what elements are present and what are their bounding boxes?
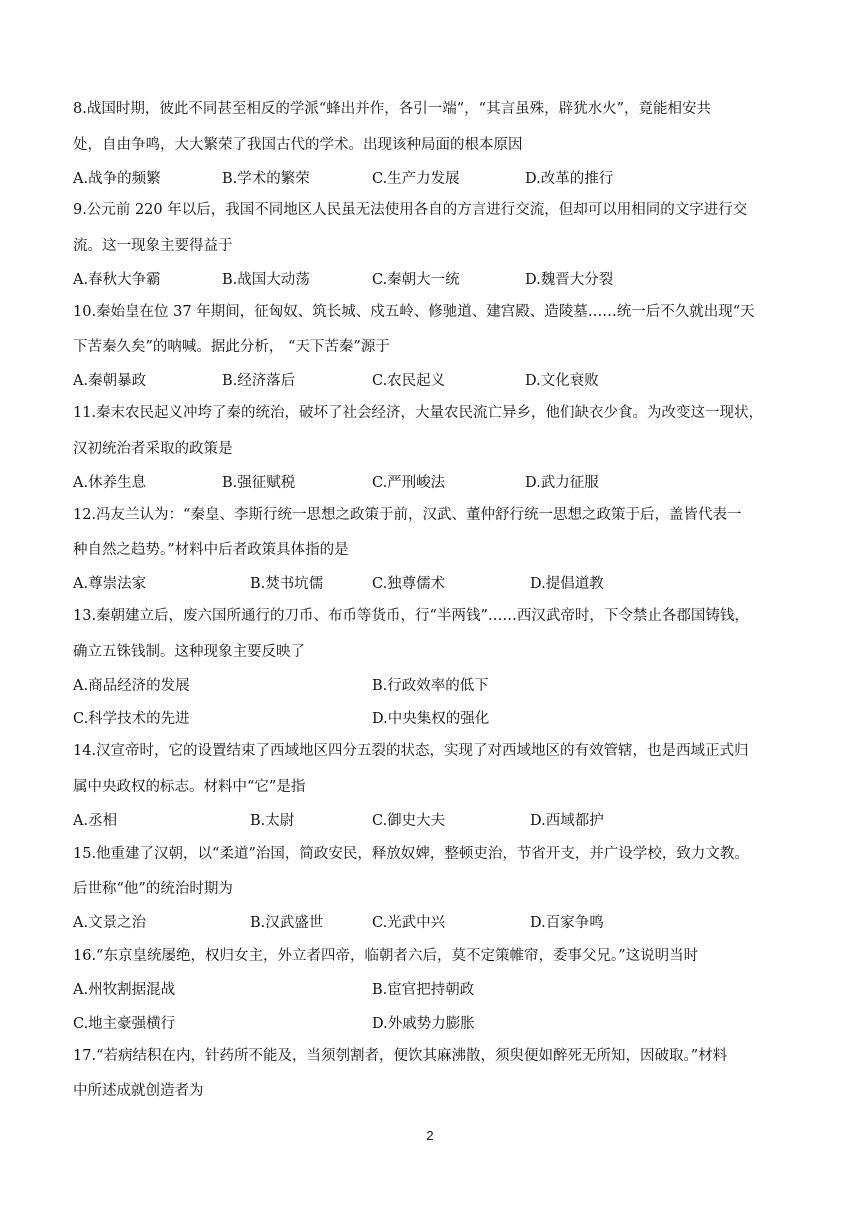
question-9-option-b: B.战国大动荡	[222, 272, 310, 288]
question-16-option-a: A.州牧割据混战	[73, 982, 176, 998]
question-13-line-2: 确立五铢钱制。这种现象主要反映了	[73, 644, 305, 660]
question-10-option-d: D.文化衰败	[525, 373, 599, 389]
question-13-option-a: A.商品经济的发展	[73, 678, 190, 694]
question-11-option-b: B.强征赋税	[222, 475, 296, 491]
question-15-option-c: C.光武中兴	[372, 915, 446, 931]
question-13-option-d: D.中央集权的强化	[372, 711, 490, 727]
question-14-option-b: B.太尉	[250, 813, 295, 829]
question-12-line-2: 种自然之趋势。”材料中后者政策具体指的是	[73, 542, 349, 558]
question-10-option-c: C.农民起义	[372, 373, 446, 389]
question-14-line-2: 属中央政权的标志。材料中“它”是指	[73, 779, 306, 795]
question-11-option-a: A.休养生息	[73, 475, 147, 491]
page-number: 2	[426, 1128, 434, 1143]
question-8-option-b: B.学术的繁荣	[222, 171, 310, 187]
question-11-option-c: C.严刑峻法	[372, 475, 446, 491]
question-15-option-b: B.汉武盛世	[250, 915, 324, 931]
question-13-line-1: 13.秦朝建立后，废六国所通行的刀币、布币等货币，行“半两钱”……西汉武帝时，下令禁止各郡国铸钱，	[73, 608, 749, 624]
question-15-line-2: 后世称“他”的统治时期为	[73, 881, 233, 897]
question-17-line-1: 17.“若病结积在内，针药所不能及，当须刳割者，便饮其麻沸散，须臾便如醉死无所知，因破取。”材料	[73, 1048, 728, 1064]
question-16-option-d: D.外戚势力膨胀	[372, 1016, 475, 1032]
question-9-option-a: A.春秋大争霸	[73, 272, 161, 288]
question-14-option-c: C.御史大夫	[372, 813, 446, 829]
question-9-option-d: D.魏晋大分裂	[525, 272, 614, 288]
question-8-option-a: A.战争的频繁	[73, 171, 161, 187]
question-10-line-1: 10.秦始皇在位 37 年期间，征匈奴、筑长城、戍五岭、修驰道、建宫殿、造陵墓……统一后不久就出现“天	[73, 304, 755, 320]
question-13-option-c: C.科学技术的先进	[73, 711, 190, 727]
question-17-line-2: 中所述成就创造者为	[73, 1083, 204, 1099]
question-11-line-1: 11.秦末农民起义冲垮了秦的统治，破坏了社会经济，大量农民流亡异乡，他们缺衣少食。为改变这一现状，	[73, 405, 764, 421]
question-15-option-d: D.百家争鸣	[530, 915, 604, 931]
question-11-line-2: 汉初统治者采取的政策是	[73, 441, 233, 457]
question-12-option-b: B.焚书坑儒	[250, 576, 324, 592]
question-12-line-1: 12.冯友兰认为：“秦皇、李斯行统一思想之政策于前，汉武、董仲舒行统一思想之政策于后，盖皆代表一	[73, 507, 742, 523]
question-9-line-2: 流。这一现象主要得益于	[73, 238, 233, 254]
question-9-line-1: 9.公元前 220 年以后，我国不同地区人民虽无法使用各自的方言进行交流，但却可以用相同的文字进行交	[73, 202, 748, 218]
question-15-line-1: 15.他重建了汉朝，以“柔道”治国，简政安民，释放奴婢，整顿吏治，节省开支，并广设学校，致力文教。	[73, 846, 749, 862]
question-8-line-2: 处，自由争鸣，大大繁荣了我国古代的学术。出现该种局面的根本原因	[73, 137, 523, 153]
question-10-option-b: B.经济落后	[222, 373, 296, 389]
question-14-option-d: D.西域都护	[530, 813, 604, 829]
question-12-option-a: A.尊崇法家	[73, 576, 147, 592]
question-14-line-1: 14.汉宣帝时，它的设置结束了西域地区四分五裂的状态，实现了对西域地区的有效管辖，也是西域正式归	[73, 743, 749, 759]
question-9-option-c: C.秦朝大一统	[372, 272, 460, 288]
question-8-option-d: D.改革的推行	[525, 171, 614, 187]
question-13-option-b: B.行政效率的低下	[372, 678, 489, 694]
question-11-option-d: D.武力征服	[525, 475, 599, 491]
question-14-option-a: A.丞相	[73, 813, 118, 829]
question-10-line-2: 下苦秦久矣”的呐喊。据此分析， “天下苦秦”源于	[73, 339, 390, 355]
question-16-option-b: B.宦官把持朝政	[372, 982, 475, 998]
question-8-line-1: 8.战国时期，彼此不同甚至相反的学派“蜂出并作，各引一端”，“其言虽殊，辟犹水火”，竟能相安共	[73, 101, 711, 117]
question-15-option-a: A.文景之治	[73, 915, 147, 931]
question-16-line-1: 16.“东京皇统屡绝，权归女主，外立者四帝，临朝者六后，莫不定策帷帘，委事父兄。”这说明当时	[73, 948, 699, 964]
question-12-option-d: D.提倡道教	[530, 576, 604, 592]
question-10-option-a: A.秦朝暴政	[73, 373, 147, 389]
question-16-option-c: C.地主豪强横行	[73, 1016, 176, 1032]
question-12-option-c: C.独尊儒术	[372, 576, 446, 592]
question-8-option-c: C.生产力发展	[372, 171, 460, 187]
